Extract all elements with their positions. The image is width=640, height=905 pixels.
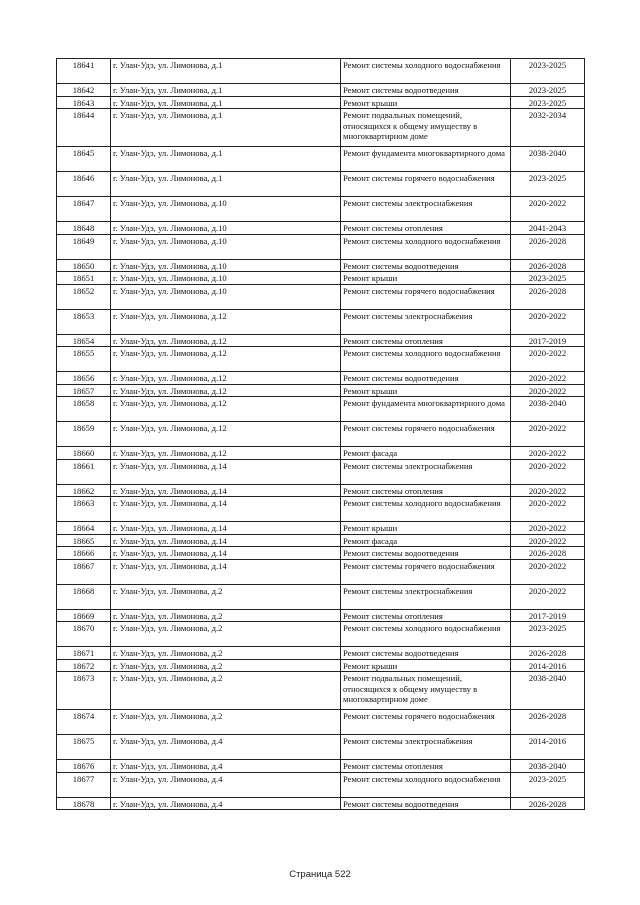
row-work-type: Ремонт системы отопления: [341, 222, 511, 235]
page-number: Страница 522: [289, 869, 351, 880]
table-row: [57, 447, 585, 460]
row-work-type: Ремонт системы электроснабжения: [341, 584, 511, 609]
row-period: 2023-2025: [511, 59, 585, 84]
row-number: 18642: [57, 84, 111, 97]
row-period: 2014-2016: [511, 659, 585, 672]
row-number: 18667: [57, 559, 111, 584]
row-address: г. Улан-Удэ, ул. Лимонова, д.12: [111, 422, 341, 447]
table-row: [57, 147, 585, 172]
row-work-type: Ремонт системы отопления: [341, 484, 511, 497]
row-address: г. Улан-Удэ, ул. Лимонова, д.10: [111, 284, 341, 309]
row-work-type: Ремонт системы холодного водоснабжения: [341, 497, 511, 522]
row-address: г. Улан-Удэ, ул. Лимонова, д.4: [111, 772, 341, 797]
row-period: 2017-2019: [511, 609, 585, 622]
row-address: г. Улан-Удэ, ул. Лимонова, д.10: [111, 259, 341, 272]
row-work-type: Ремонт системы электроснабжения: [341, 459, 511, 484]
row-number: 18653: [57, 309, 111, 334]
row-work-type: Ремонт системы электроснабжения: [341, 309, 511, 334]
row-address: г. Улан-Удэ, ул. Лимонова, д.14: [111, 484, 341, 497]
row-work-type: Ремонт фасада: [341, 447, 511, 460]
row-number: 18647: [57, 197, 111, 222]
row-work-type: Ремонт системы водоотведения: [341, 547, 511, 560]
row-number: 18655: [57, 347, 111, 372]
row-period: 2020-2022: [511, 534, 585, 547]
row-work-type: Ремонт крыши: [341, 96, 511, 109]
row-work-type: Ремонт системы горячего водоснабжения: [341, 559, 511, 584]
table-row: [57, 384, 585, 397]
table-row: [57, 309, 585, 334]
row-number: 18668: [57, 584, 111, 609]
table-row: [57, 272, 585, 285]
table-row: [57, 659, 585, 672]
repair-schedule-table: [56, 58, 585, 810]
table-row: [57, 647, 585, 660]
row-work-type: Ремонт системы водоотведения: [341, 372, 511, 385]
row-period: 2026-2028: [511, 284, 585, 309]
table-row: [57, 109, 585, 147]
row-period: 2038-2040: [511, 147, 585, 172]
row-work-type: Ремонт фасада: [341, 534, 511, 547]
table-row: [57, 484, 585, 497]
row-address: г. Улан-Удэ, ул. Лимонова, д.1: [111, 147, 341, 172]
row-work-type: Ремонт системы горячего водоснабжения: [341, 422, 511, 447]
row-number: 18648: [57, 222, 111, 235]
row-number: 18662: [57, 484, 111, 497]
table-row: [57, 497, 585, 522]
row-address: г. Улан-Удэ, ул. Лимонова, д.14: [111, 522, 341, 535]
row-period: 2023-2025: [511, 622, 585, 647]
row-period: 2026-2028: [511, 234, 585, 259]
table-row: [57, 422, 585, 447]
row-address: г. Улан-Удэ, ул. Лимонова, д.12: [111, 347, 341, 372]
table-row: [57, 710, 585, 735]
row-number: 18652: [57, 284, 111, 309]
row-address: г. Улан-Удэ, ул. Лимонова, д.2: [111, 609, 341, 622]
row-work-type: Ремонт фундамента многоквартирного дома: [341, 397, 511, 422]
row-number: 18669: [57, 609, 111, 622]
table-row: [57, 334, 585, 347]
row-work-type: Ремонт системы отопления: [341, 609, 511, 622]
row-address: г. Улан-Удэ, ул. Лимонова, д.12: [111, 384, 341, 397]
row-period: 2020-2022: [511, 459, 585, 484]
row-period: 2026-2028: [511, 647, 585, 660]
row-number: 18656: [57, 372, 111, 385]
table-row: [57, 222, 585, 235]
row-number: 18641: [57, 59, 111, 84]
row-number: 18659: [57, 422, 111, 447]
row-period: 2017-2019: [511, 334, 585, 347]
row-number: 18674: [57, 710, 111, 735]
row-period: 2020-2022: [511, 447, 585, 460]
row-address: г. Улан-Удэ, ул. Лимонова, д.14: [111, 497, 341, 522]
row-period: 2020-2022: [511, 497, 585, 522]
row-address: г. Улан-Удэ, ул. Лимонова, д.4: [111, 797, 341, 810]
row-period: 2026-2028: [511, 797, 585, 810]
row-address: г. Улан-Удэ, ул. Лимонова, д.1: [111, 59, 341, 84]
row-address: г. Улан-Удэ, ул. Лимонова, д.10: [111, 272, 341, 285]
row-period: 2026-2028: [511, 710, 585, 735]
row-period: 2020-2022: [511, 484, 585, 497]
row-period: 2014-2016: [511, 735, 585, 760]
table-row: [57, 797, 585, 810]
row-work-type: Ремонт системы горячего водоснабжения: [341, 710, 511, 735]
table-row: [57, 372, 585, 385]
row-period: 2020-2022: [511, 559, 585, 584]
row-work-type: Ремонт системы холодного водоснабжения: [341, 772, 511, 797]
table-row: [57, 622, 585, 647]
row-period: 2020-2022: [511, 197, 585, 222]
row-period: 2041-2043: [511, 222, 585, 235]
row-address: г. Улан-Удэ, ул. Лимонова, д.14: [111, 547, 341, 560]
row-period: 2020-2022: [511, 309, 585, 334]
table-row: [57, 259, 585, 272]
row-work-type: Ремонт системы электроснабжения: [341, 735, 511, 760]
row-number: 18666: [57, 547, 111, 560]
row-work-type: Ремонт системы холодного водоснабжения: [341, 234, 511, 259]
row-work-type: Ремонт системы водоотведения: [341, 84, 511, 97]
row-period: 2038-2040: [511, 397, 585, 422]
row-address: г. Улан-Удэ, ул. Лимонова, д.12: [111, 334, 341, 347]
row-number: 18654: [57, 334, 111, 347]
row-period: 2020-2022: [511, 422, 585, 447]
table-row: [57, 672, 585, 710]
row-period: 2023-2025: [511, 172, 585, 197]
row-number: 18649: [57, 234, 111, 259]
row-period: 2020-2022: [511, 372, 585, 385]
row-period: 2026-2028: [511, 547, 585, 560]
row-address: г. Улан-Удэ, ул. Лимонова, д.4: [111, 760, 341, 773]
row-address: г. Улан-Удэ, ул. Лимонова, д.14: [111, 559, 341, 584]
row-address: г. Улан-Удэ, ул. Лимонова, д.2: [111, 622, 341, 647]
row-period: 2020-2022: [511, 384, 585, 397]
row-address: г. Улан-Удэ, ул. Лимонова, д.12: [111, 309, 341, 334]
row-period: 2020-2022: [511, 347, 585, 372]
row-period: 2038-2040: [511, 760, 585, 773]
table-row: [57, 522, 585, 535]
row-number: 18677: [57, 772, 111, 797]
row-address: г. Улан-Удэ, ул. Лимонова, д.4: [111, 735, 341, 760]
table-row: [57, 197, 585, 222]
row-period: 2032-2034: [511, 109, 585, 147]
table-row: [57, 234, 585, 259]
row-period: 2023-2025: [511, 84, 585, 97]
row-period: 2020-2022: [511, 584, 585, 609]
row-number: 18678: [57, 797, 111, 810]
row-number: 18673: [57, 672, 111, 710]
row-work-type: Ремонт крыши: [341, 272, 511, 285]
row-work-type: Ремонт системы холодного водоснабжения: [341, 622, 511, 647]
row-number: 18663: [57, 497, 111, 522]
table-row: [57, 760, 585, 773]
row-number: 18661: [57, 459, 111, 484]
row-work-type: Ремонт фундамента многоквартирного дома: [341, 147, 511, 172]
row-address: г. Улан-Удэ, ул. Лимонова, д.10: [111, 234, 341, 259]
row-address: г. Улан-Удэ, ул. Лимонова, д.14: [111, 459, 341, 484]
row-work-type: Ремонт крыши: [341, 659, 511, 672]
row-address: г. Улан-Удэ, ул. Лимонова, д.10: [111, 222, 341, 235]
row-number: 18643: [57, 96, 111, 109]
row-work-type: Ремонт системы электроснабжения: [341, 197, 511, 222]
row-address: г. Улан-Удэ, ул. Лимонова, д.10: [111, 197, 341, 222]
row-address: г. Улан-Удэ, ул. Лимонова, д.1: [111, 96, 341, 109]
row-number: 18664: [57, 522, 111, 535]
row-work-type: Ремонт системы отопления: [341, 760, 511, 773]
row-work-type: Ремонт крыши: [341, 522, 511, 535]
row-address: г. Улан-Удэ, ул. Лимонова, д.1: [111, 109, 341, 147]
row-number: 18665: [57, 534, 111, 547]
row-work-type: Ремонт системы горячего водоснабжения: [341, 284, 511, 309]
table-row: [57, 284, 585, 309]
row-address: г. Улан-Удэ, ул. Лимонова, д.2: [111, 584, 341, 609]
row-number: 18660: [57, 447, 111, 460]
row-period: 2020-2022: [511, 522, 585, 535]
row-number: 18676: [57, 760, 111, 773]
row-number: 18646: [57, 172, 111, 197]
row-work-type: Ремонт системы отопления: [341, 334, 511, 347]
row-address: г. Улан-Удэ, ул. Лимонова, д.14: [111, 534, 341, 547]
table-row: [57, 735, 585, 760]
row-number: 18672: [57, 659, 111, 672]
table-row: [57, 772, 585, 797]
table-row: [57, 609, 585, 622]
table-row: [57, 459, 585, 484]
table-row: [57, 397, 585, 422]
row-address: г. Улан-Удэ, ул. Лимонова, д.12: [111, 372, 341, 385]
row-work-type: Ремонт системы горячего водоснабжения: [341, 172, 511, 197]
table-row: [57, 547, 585, 560]
table-row: [57, 84, 585, 97]
row-address: г. Улан-Удэ, ул. Лимонова, д.2: [111, 672, 341, 710]
row-number: 18650: [57, 259, 111, 272]
table-row: [57, 59, 585, 84]
table-row: [57, 96, 585, 109]
row-number: 18675: [57, 735, 111, 760]
row-address: г. Улан-Удэ, ул. Лимонова, д.2: [111, 659, 341, 672]
row-work-type: Ремонт крыши: [341, 384, 511, 397]
row-address: г. Улан-Удэ, ул. Лимонова, д.12: [111, 447, 341, 460]
row-period: 2023-2025: [511, 772, 585, 797]
row-work-type: Ремонт подвальных помещений, относящихся к общему имуществу в многоквартирном доме: [341, 672, 511, 710]
row-number: 18657: [57, 384, 111, 397]
row-period: 2023-2025: [511, 272, 585, 285]
row-work-type: Ремонт системы холодного водоснабжения: [341, 59, 511, 84]
row-work-type: Ремонт системы водоотведения: [341, 647, 511, 660]
table-row: [57, 534, 585, 547]
table-row: [57, 172, 585, 197]
row-address: г. Улан-Удэ, ул. Лимонова, д.1: [111, 172, 341, 197]
row-number: 18645: [57, 147, 111, 172]
row-number: 18671: [57, 647, 111, 660]
row-number: 18670: [57, 622, 111, 647]
row-address: г. Улан-Удэ, ул. Лимонова, д.2: [111, 647, 341, 660]
row-work-type: Ремонт системы водоотведения: [341, 259, 511, 272]
table-row: [57, 584, 585, 609]
row-period: 2038-2040: [511, 672, 585, 710]
row-address: г. Улан-Удэ, ул. Лимонова, д.1: [111, 84, 341, 97]
row-address: г. Улан-Удэ, ул. Лимонова, д.2: [111, 710, 341, 735]
row-period: 2023-2025: [511, 96, 585, 109]
table-body: [57, 59, 585, 810]
row-address: г. Улан-Удэ, ул. Лимонова, д.12: [111, 397, 341, 422]
row-number: 18651: [57, 272, 111, 285]
row-work-type: Ремонт подвальных помещений, относящихся к общему имуществу в многоквартирном доме: [341, 109, 511, 147]
table-row: [57, 347, 585, 372]
row-work-type: Ремонт системы холодного водоснабжения: [341, 347, 511, 372]
row-number: 18644: [57, 109, 111, 147]
row-number: 18658: [57, 397, 111, 422]
table-row: [57, 559, 585, 584]
row-period: 2026-2028: [511, 259, 585, 272]
row-work-type: Ремонт системы водоотведения: [341, 797, 511, 810]
